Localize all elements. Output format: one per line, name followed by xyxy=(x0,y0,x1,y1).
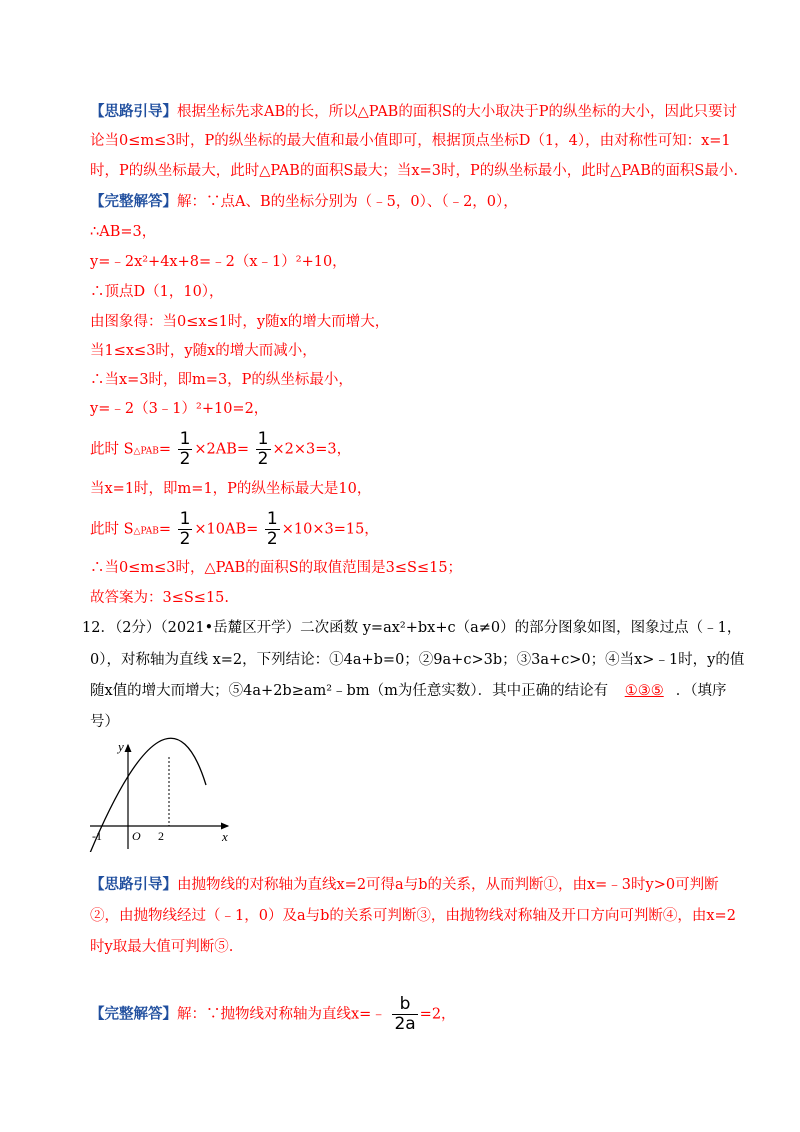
question-12-line-2: 0），对称轴为直线 x=2，下列结论：①4a+b=0；②9a+c>3b；③3a+c>0；④当x>﹣1时，y的值 xyxy=(90,652,745,668)
origin-label: O xyxy=(132,829,141,843)
solution-line-5: 由图象得：当0≤x≤1时，y随x的增大而增大， xyxy=(90,314,390,330)
solution-line-9: 此时 S△PAB= $\frac{1}{2}$ ×2AB= $\frac{1}{2}$ ×2×3=3， xyxy=(90,429,352,469)
solution-line-10: 当x=1时，即m=1，P的纵坐标最大是10， xyxy=(90,481,372,497)
solution-line-3: y=﹣2x²+4x+8=﹣2（x﹣1）²+10， xyxy=(90,254,347,270)
fraction: $\frac{1}{2}$ xyxy=(266,509,278,549)
solution-12-line-1: 【完整解答】解：∵抛物线对称轴为直线x=﹣ $\frac{b}{2a}$ =2， xyxy=(90,994,456,1034)
solution-line-2: ∴AB=3， xyxy=(90,224,157,240)
solution-line-12: ∴当0≤m≤3时，△PAB的面积S的取值范围是3≤S≤15； xyxy=(90,560,463,576)
solution-line-4: ∴顶点D（1，10）， xyxy=(90,284,224,300)
hint-12-line-1 xyxy=(90,875,719,895)
answer-blank: ①③⑤ xyxy=(624,683,664,699)
fraction: $\frac{1}{2}$ xyxy=(179,429,191,469)
question-12-line-4: 号） xyxy=(90,714,119,730)
question-12-line-1: 12．（2分）（2021•岳麓区开学）二次函数 y=ax²+bx+c（a≠0）的部分图象如图，图象过点（﹣1， xyxy=(82,620,742,636)
hint-text: 由抛物线的对称轴为直线x=2可得a与b的关系，从而判断①，由x=﹣3时y>0可判断 xyxy=(177,877,719,893)
tick-label-neg1: -1 xyxy=(92,829,102,843)
hint-12-line-2: ②，由抛物线经过（﹣1，0）及a与b的关系可判断③，由抛物线对称轴及开口方向可判断④，由x=2 xyxy=(90,908,736,924)
fraction: $\frac{1}{2}$ xyxy=(179,509,191,549)
solution-line-6: 当1≤x≤3时，y随x的增大而减小， xyxy=(90,343,317,359)
solution-line-8: y=﹣2（3﹣1）²+10=2， xyxy=(90,401,269,417)
tick-label-2: 2 xyxy=(158,829,164,843)
hint-tag: 【思路引导】 xyxy=(90,103,177,120)
hint-tag: 【思路引导】 xyxy=(90,876,177,893)
x-axis-label: x xyxy=(222,829,228,844)
solution-line-11: 此时 S△PAB= $\frac{1}{2}$ ×10AB= $\frac{1}{2}$ ×10×3=15， xyxy=(90,509,379,549)
parabola-graph xyxy=(80,737,240,852)
solution-line-13: 故答案为：3≤S≤15. xyxy=(90,590,230,606)
hint-line-3: 时，P的纵坐标最大，此时△PAB的面积S最大；当x=3时，P的纵坐标最小，此时△PAB的面积S最小. xyxy=(90,163,738,179)
hint-line-2: 论当0≤m≤3时，P的纵坐标的最大值和最小值即可，根据顶点坐标D（1，4），由对称性可知：x=1 xyxy=(90,133,731,149)
hint-12-line-3: 时y取最大值可判断⑤. xyxy=(90,939,234,955)
solution-text: 解：∵点A、B的坐标分别为（﹣5，0）、（﹣2，0）， xyxy=(177,194,518,210)
solution-line-7: ∴当x=3时，即m=3，P的纵坐标最小， xyxy=(90,372,353,388)
hint-text: 根据坐标先求AB的长，所以△PAB的面积S的大小取决于P的纵坐标的大小，因此只要讨 xyxy=(177,104,738,120)
fraction: $\frac{b}{2a}$ xyxy=(394,994,416,1034)
solution-tag: 【完整解答】 xyxy=(90,193,177,210)
solution-line-1 xyxy=(90,192,518,212)
y-axis-label: y xyxy=(118,739,124,754)
solution-tag: 【完整解答】 xyxy=(90,1005,177,1023)
hint-line-1 xyxy=(90,102,737,122)
fraction: $\frac{1}{2}$ xyxy=(257,429,269,469)
question-12-line-3: 随x值的增大而增大；⑤4a+2b≥am²﹣bm（m为任意实数）．其中正确的结论有 ①③⑤ ．（填序 xyxy=(90,683,727,699)
parabola-curve xyxy=(90,738,206,852)
